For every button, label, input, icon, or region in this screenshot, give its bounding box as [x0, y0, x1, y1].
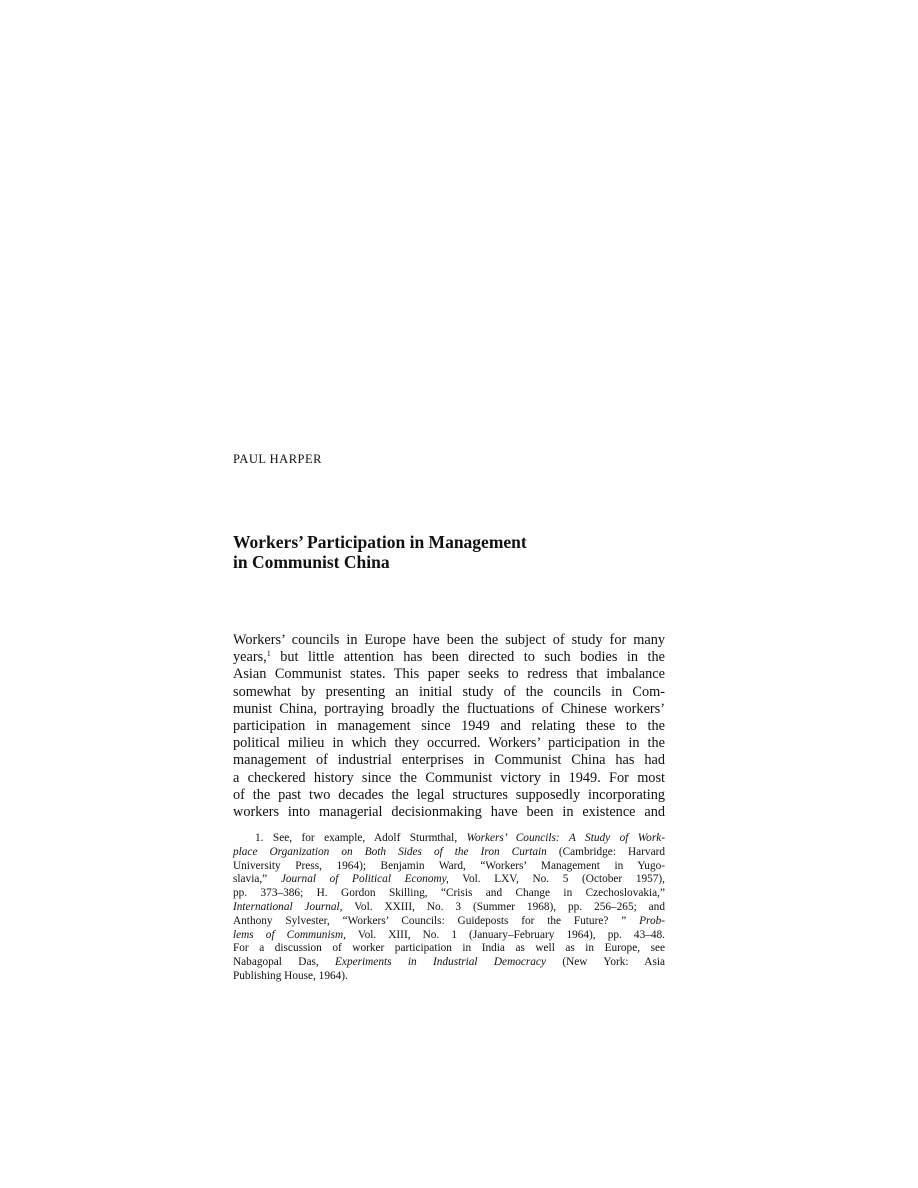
footnote-italic: Journal of Political Economy, [280, 873, 449, 886]
footnote-text: Anthony Sylvester, “Workers’ Councils: Guideposts for the Future? ” [233, 914, 640, 927]
footnote-text: 1. See, for example, Adolf Sturmthal, [255, 832, 467, 844]
footnote-line: pp. 373–386; H. Gordon Skilling, “Crisis and Change in Czechoslovakia,” [233, 887, 665, 900]
footnote-text: (Cambridge: Harvard [546, 845, 665, 858]
footnote-italic: Experiments in Industrial Democracy [335, 956, 546, 969]
body-line [233, 649, 665, 666]
body-line: a checkered history since the Communist victory in 1949. For most [233, 769, 665, 786]
title-line-2: in Communist China [233, 552, 390, 572]
body-line: somewhat by presenting an initial study of the councils in Com- [233, 683, 665, 700]
author-name: PAUL HARPER [233, 452, 322, 466]
footnote-line [233, 915, 665, 929]
footnote-italic: Workers’ Councils: A Study of Work- [466, 832, 665, 844]
footnote-line: University Press, 1964); Benjamin Ward, “Workers’ Management in Yugo- [233, 859, 665, 872]
body-line: workers into managerial decisionmaking have been in existence and [233, 804, 665, 821]
body-line: political milieu in which they occurred. Workers’ participation in the [233, 735, 665, 752]
footnote-line [233, 873, 665, 887]
footnote-line [233, 929, 665, 943]
body-line: Workers’ councils in Europe have been the subject of study for many [233, 632, 665, 648]
footnote-line [233, 832, 665, 846]
footnote-text: Nabagopal Das, [233, 956, 336, 969]
body-line-rest: but little attention has been directed to such bodies in the [280, 649, 665, 666]
footnote-line [233, 901, 665, 915]
footnote-line [233, 846, 665, 860]
footnote-line: For a discussion of worker participation in India as well as in Europe, see [233, 942, 665, 955]
footnote-text: slavia,” [233, 873, 281, 886]
footnote-line [233, 956, 665, 970]
body-line: management of industrial enterprises in Communist China has had [233, 752, 665, 769]
footnote-marker: 1 [266, 649, 271, 659]
footnote-text: Vol. LXV, No. 5 (October 1957), [448, 873, 666, 886]
footnote-text: (New York: Asia [545, 956, 665, 969]
body-paragraph [233, 632, 665, 821]
footnote-italic: place Organization on Both Sides of the Iron Curtain [233, 845, 547, 858]
footnote-italic: lems of Communism, [233, 928, 346, 941]
article-title [233, 532, 653, 572]
footnote-text: Vol. XXIII, No. 3 (Summer 1968), pp. 256–265; and [342, 900, 665, 913]
body-line-prefix: years, [233, 649, 267, 666]
body-line: of the past two decades the legal structures supposedly incorporating [233, 786, 665, 803]
footnote [233, 832, 665, 984]
footnote-italic: International Journal, [233, 900, 343, 913]
footnote-italic: Prob- [639, 914, 665, 927]
body-line: participation in management since 1949 and relating these to the [233, 718, 665, 735]
footnote-line: Publishing House, 1964). [233, 969, 348, 982]
title-line-1: Workers’ Participation in Management [233, 532, 527, 552]
footnote-text: Vol. XIII, No. 1 (January–February 1964), pp. 43–48. [345, 928, 665, 941]
body-line: Asian Communist states. This paper seeks to redress that imbalance [233, 666, 665, 683]
body-line: munist China, portraying broadly the fluctuations of Chinese workers’ [233, 700, 665, 717]
